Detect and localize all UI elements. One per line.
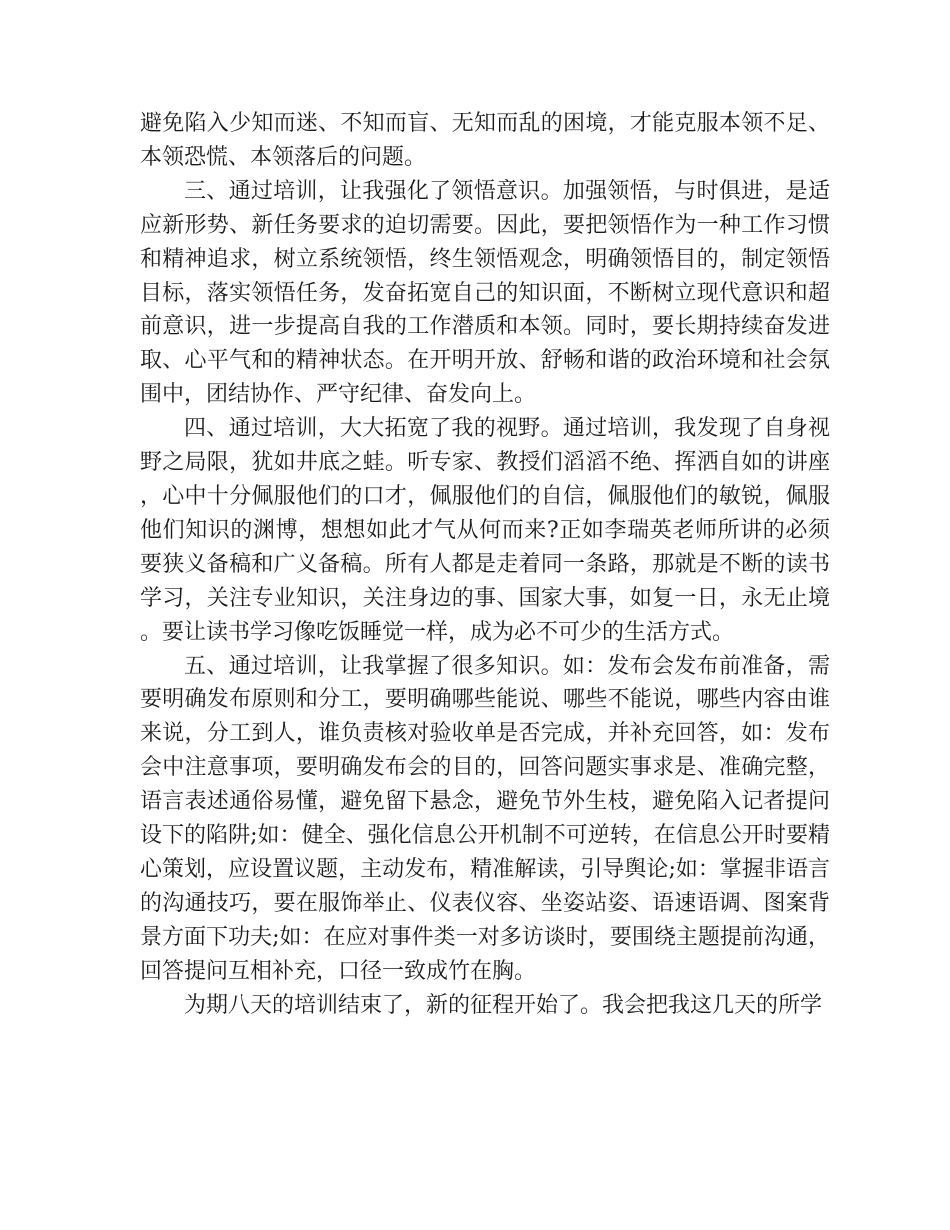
document-body [140,107,830,1022]
paragraph-conclusion: 为期八天的培训结束了，新的征程开始了。我会把我这几天的所学 [184,992,823,1018]
paragraph-section-three: 三、通过培训，让我强化了领悟意识。加强领悟，与时俱进，是适应新形势、新任务要求的迫切需要。因此，要把领悟作为一种工作习惯和精神追求，树立系统领悟，终生领悟观念，明确领悟目的，制定领悟目标，落实领悟任务，发奋拓宽自己的知识面，不断树立现代意识和超前意识，进一步提高自我的工作潜质和本领。同时，要长期持续奋发进取、心平气和的精神状态。在开明开放、舒畅和谐的政治环境和社会氛围中，团结协作、严守纪律、奋发向上。 [140,178,830,408]
paragraph-continuation: 避免陷入少知而迷、不知而盲、无知而乱的困境，才能克服本领不足、本领恐慌、本领落后的问题。 [140,111,830,170]
paragraph-section-four: 四、通过培训，大大拓宽了我的视野。通过培训，我发现了自身视野之局限，犹如井底之蛙。听专家、教授们滔滔不绝、挥洒自如的讲座，心中十分佩服他们的口才，佩服他们的自信，佩服他们的敏锐，佩服他们知识的渊博，想想如此才气从何而来?正如李瑞英老师所讲的必须要狭义备稿和广义备稿。所有人都是走着同一条路，那就是不断的读书学习，关注专业知识，关注身边的事、国家大事，如复一日，永无止境。要让读书学习像吃饭睡觉一样，成为必不可少的生活方式。 [140,416,830,645]
paragraph-section-five: 五、通过培训，让我掌握了很多知识。如：发布会发布前准备，需要明确发布原则和分工，要明确哪些能说、哪些不能说，哪些内容由谁来说，分工到人，谁负责核对验收单是否完成，并补充回答，如：发布会中注意事项，要明确发布会的目的，回答问题实事求是、准确完整，语言表述通俗易懂，避免留下悬念，避免节外生枝，避免陷入记者提问设下的陷阱;如：健全、强化信息公开机制不可逆转，在信息公开时要精心策划，应设置议题，主动发布，精准解读，引导舆论;如：掌握非语言的沟通技巧，要在服饰举止、仪表仪容、坐姿站姿、语速语调、图案背景方面下功夫;如：在应对事件类一对多访谈时，要围绕主题提前沟通，回答提问互相补充，口径一致成竹在胸。 [140,653,830,984]
